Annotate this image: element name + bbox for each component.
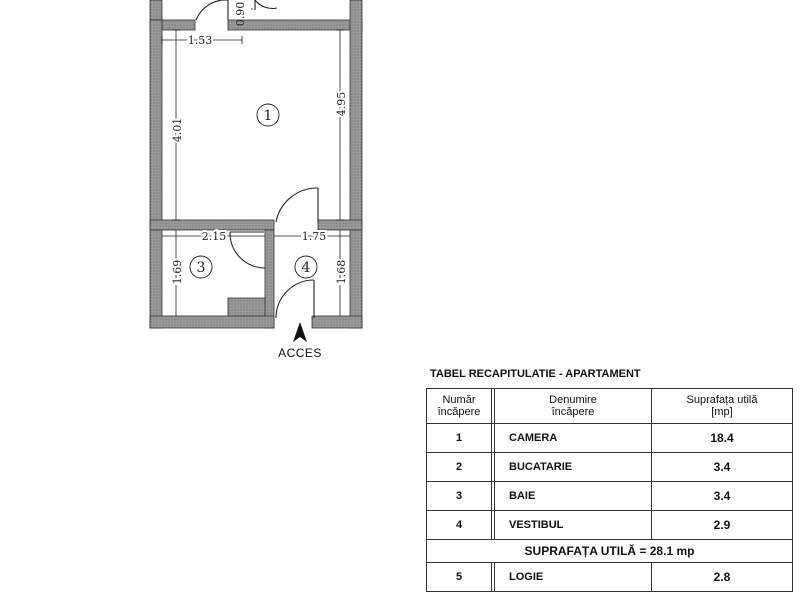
wall-kitchen-divider-right xyxy=(228,20,362,30)
entrance-arrow-icon xyxy=(293,322,307,342)
room-1-label: 1 xyxy=(263,108,273,124)
door-kitchen xyxy=(196,0,228,20)
header-name: Denumire încăpere xyxy=(495,389,652,424)
table-total-row: SUPRAFAȚA UTILĂ = 28.1 mp xyxy=(427,540,793,563)
dim-room-right-height: 4.95 xyxy=(335,91,348,117)
dim-kitchen-width: 1.53 xyxy=(187,34,213,47)
wall-left xyxy=(150,20,162,328)
room-4-label: 4 xyxy=(301,260,311,276)
table-title: TABEL RECAPITULATIE - APARTAMENT xyxy=(430,368,641,380)
wall-right xyxy=(350,0,362,328)
table-row: 2 BUCATARIE 3.4 xyxy=(427,453,793,482)
table-header-row xyxy=(427,389,793,424)
dim-room-height: 4.01 xyxy=(171,117,184,143)
room-3-label: 3 xyxy=(196,260,206,276)
wall-bottom-right xyxy=(312,316,362,328)
table-row: 5 LOGIE 2.8 xyxy=(427,563,793,592)
wall-top-left xyxy=(150,0,162,22)
door-room1 xyxy=(276,188,318,222)
dim-bath-width: 2.15 xyxy=(201,230,227,243)
door-bath xyxy=(230,232,265,268)
dim-hall-height: 1.68 xyxy=(335,259,348,285)
door-entrance xyxy=(276,280,314,318)
entrance-label: ACCES xyxy=(278,346,322,360)
table-row: 4 VESTIBUL 2.9 xyxy=(427,511,793,540)
wall-middle-left xyxy=(150,220,274,230)
wall-middle-right xyxy=(318,220,362,230)
table-row: 1 CAMERA 18.4 xyxy=(427,424,793,453)
wall-bottom-left xyxy=(150,316,274,328)
wall-bath-hall xyxy=(265,230,274,328)
header-area: Suprafața utilă [mp] xyxy=(652,389,793,424)
doors xyxy=(196,0,318,318)
summary-table xyxy=(426,388,793,592)
dim-top-right: 0.90 xyxy=(234,1,247,27)
header-number: Număr încăpere xyxy=(427,389,492,424)
dim-hall-width: 1.75 xyxy=(301,230,327,243)
door-top-right xyxy=(255,0,277,8)
bath-fixture xyxy=(228,298,265,316)
table-row: 3 BAIE 3.4 xyxy=(427,482,793,511)
dim-bath-height: 1.69 xyxy=(171,259,184,285)
